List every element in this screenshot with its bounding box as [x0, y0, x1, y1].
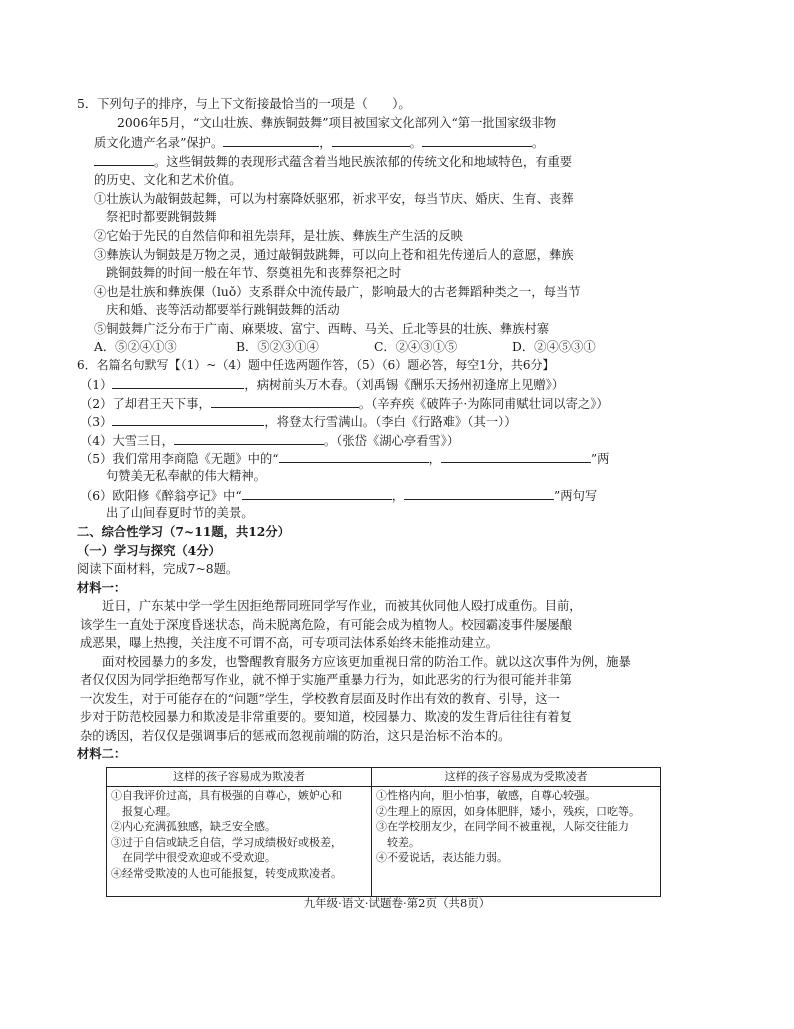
- q6-item-text: （2）了却君王天下事，: [80, 397, 211, 411]
- q6-item-number: （3）: [80, 415, 113, 429]
- q6-item-3: [80, 413, 517, 430]
- q5-sentence-1: ①壮族认为敲铜鼓起舞，可以为村寨降妖驱邪，祈求平安，每当节庆、婚庆、生育、丧葬: [94, 192, 574, 206]
- page-footer: 九年级·语文·试题卷·第2页（共8页）: [303, 896, 491, 910]
- q6-item-text: 。（张岱《湖心亭看雪》）: [323, 434, 460, 448]
- q6-blank-6b: [404, 487, 554, 500]
- list-item: 较差。: [376, 835, 420, 849]
- q5-blank-1: [223, 134, 319, 147]
- material-1-line: 杂的诱因，若仅仅是强调事后的惩戒而忽视前端的防治，这只是治标不治本的。: [80, 729, 511, 743]
- material-1-line: 近日，广东某中学一学生因拒绝帮同班同学写作业，而被其伙同他人殴打成重伤。目前，: [102, 599, 582, 613]
- table-row: [107, 787, 661, 897]
- material-1-line: 者仅仅因为同学拒绝帮写作业，就不惮于实施严重暴力行为，如此恶劣的行为很可能并非第: [80, 673, 572, 687]
- q5-punct: 。: [531, 136, 545, 150]
- q5-sentence-4-cont: 庆和婚、丧等活动都要举行跳铜鼓舞的活动: [106, 303, 340, 317]
- section-2-intro: 阅读下面材料，完成7~8题。: [77, 562, 239, 576]
- q6-item-5: [80, 450, 609, 467]
- material-1-line: 成恶果，曝上热搜，关注度不可谓不高，可专项司法体系始终未能推动建立。: [80, 636, 499, 650]
- q6-blank-4: [174, 432, 324, 445]
- q6-blank-5a: [279, 450, 429, 463]
- q6-item-text: 。（辛弃疾《破阵子·为陈同甫赋壮词以寄之》）: [358, 397, 609, 411]
- q6-item-4: [80, 432, 459, 449]
- q5-blank-3: [422, 134, 532, 147]
- q5-blank-2: [332, 134, 410, 147]
- q5-punct: ，: [319, 136, 332, 150]
- q6-item-1: [80, 376, 564, 393]
- q6-item-text: ”两句写: [554, 489, 598, 503]
- q5-sentence-2: ②它始于先民的自然信仰和祖先崇拜，是壮族、彝族生产生活的反映: [94, 229, 463, 243]
- q5-option-c: C．②④③①⑤: [374, 340, 458, 354]
- q5-sentence-3-cont: 跳铜鼓舞的时间一般在年节、祭奠祖先和丧葬祭祀之时: [106, 266, 402, 280]
- material-1-line: 一次发生，对于可能存在的“问题”学生，学校教育层面及时作出有效的教育、引导，这一: [80, 692, 560, 706]
- material-1-line: 该学生一直处于深度昏迷状态，尚未脱离危险，有可能会成为植物人。校园霸凌事件屡屡酿: [80, 618, 572, 632]
- table-cell-victims: [372, 787, 661, 897]
- material-1-label: 材料一：: [77, 580, 127, 595]
- list-item: ②生理上的原因，如身体肥胖，矮小，残疾，口吃等。: [376, 804, 640, 818]
- q6-stem: 6．名篇名句默写【（1）~（4）题中任选两题作答，（5）（6）题必答，每空1分，共6分】: [77, 358, 555, 372]
- q6-punct: ，: [391, 489, 404, 503]
- q6-blank-6a: [242, 487, 392, 500]
- q5-passage-text: 质文化遗产名录”保护。: [94, 136, 224, 150]
- q6-item-text: ，病树前头万木春。（刘禹锡《酬乐天扬州初逢席上见赠》）: [244, 378, 565, 392]
- material-1-line: 面对校园暴力的多发，也警醒教育服务方应该更加重视日常的防治工作。就以这次事件为例，施暴: [102, 655, 631, 669]
- section-2-title: 二、综合性学习（7~11题，共12分）: [77, 524, 290, 539]
- q5-option-b: B．⑤②③①④: [236, 340, 319, 354]
- q5-passage-line-1: 2006年5月，“文山壮族、彝族铜鼓舞”项目被国家文化部列入“第一批国家级非物: [117, 116, 557, 130]
- list-item: 在同学中很受欢迎或不受欢迎。: [111, 851, 276, 864]
- q6-item-5-cont: 句赞美无私奉献的伟大精神。: [106, 469, 266, 483]
- q6-blank-5b: [441, 450, 591, 463]
- q6-item-text: ”两: [590, 452, 610, 466]
- q5-sentence-1-cont: 祭祀时都要跳铜鼓舞: [106, 210, 217, 224]
- q6-item-text: （5）我们常用李商隐《无题》中的“: [80, 452, 279, 466]
- q5-passage-line-3: [94, 153, 572, 170]
- q6-item-number: （1）: [80, 378, 113, 392]
- table-header-bullies: 这样的孩子容易成为欺凌者: [107, 768, 372, 787]
- q6-item-6-cont: 出了山间春夏时节的美景。: [106, 506, 254, 520]
- list-item: 报复心理。: [111, 804, 177, 818]
- q6-item-text: （4）大雪三日，: [80, 434, 174, 448]
- q5-passage-line-4: 的历史、文化和艺术价值。: [94, 173, 242, 187]
- q5-sentence-3: ③彝族认为铜鼓是万物之灵，通过敲铜鼓跳舞，可以向上苍和祖先传递后人的意愿，彝族: [94, 248, 574, 262]
- q5-sentence-5: ⑤铜鼓舞广泛分布于广南、麻栗坡、富宁、西畴、马关、丘北等县的壮族、彝族村寨: [94, 322, 549, 336]
- q5-sentence-4: ④也是壮族和彝族倮（luǒ）支系群众中流传最广，影响最大的古老舞蹈种类之一，每当节: [94, 285, 581, 299]
- list-item: ②内心充满孤独感，缺乏安全感。: [111, 820, 276, 833]
- material-1-line: 步对于防范校园暴力和欺凌是非常重要的。要知道，校园暴力、欺凌的发生背后往往有着复: [80, 710, 572, 724]
- list-item: ④经常受欺凌的人也可能报复，转变成欺凌者。: [111, 866, 342, 880]
- q5-option-a: A．⑤②④①③: [94, 340, 177, 354]
- q5-blank-4: [94, 153, 154, 166]
- q6-blank-3: [112, 413, 264, 426]
- list-item: ③过于自信或缺乏自信，学习成绩极好或极差，: [111, 835, 342, 849]
- q6-item-2: [80, 395, 609, 412]
- q6-punct: ，: [428, 452, 441, 466]
- q6-item-text: ，将登太行雪满山。（李白《行路难》（其一））: [264, 415, 517, 429]
- q5-punct: 。: [409, 136, 422, 150]
- table-header-victims: 这样的孩子容易成为受欺凌者: [372, 768, 661, 787]
- q5-passage-text: 。这些铜鼓舞的表现形式蕴含着当地民族浓郁的传统文化和地域特色，有重要: [154, 155, 573, 169]
- list-item: ④不爱说话，表达能力弱。: [376, 851, 508, 864]
- q5-option-d: D．②④⑤③①: [512, 340, 596, 354]
- q5-stem: 5．下列句子的排序，与上下文衔接最恰当的一项是（ ）。: [77, 97, 411, 111]
- list-item: ①自我评价过高，具有极强的自尊心，嫉妒心和: [111, 789, 342, 802]
- q6-item-6: [80, 487, 597, 504]
- table-cell-bullies: [107, 787, 372, 897]
- q6-item-text: （6）欧阳修《醉翁亭记》中“: [80, 489, 242, 503]
- list-item: ①性格内向，胆小怕事，敏感，自尊心较强。: [376, 789, 596, 802]
- list-item: ③在学校朋友少，在同学间不被重视，人际交往能力: [376, 820, 629, 833]
- q5-passage-line-2: [94, 134, 544, 151]
- q6-blank-2: [211, 395, 359, 408]
- material-2-label: 材料二：: [77, 746, 127, 761]
- bully-comparison-table: [106, 767, 661, 897]
- q6-blank-1: [112, 376, 244, 389]
- table-header-row: [107, 768, 661, 787]
- section-2-subtitle: （一）学习与探究（4分）: [77, 543, 221, 558]
